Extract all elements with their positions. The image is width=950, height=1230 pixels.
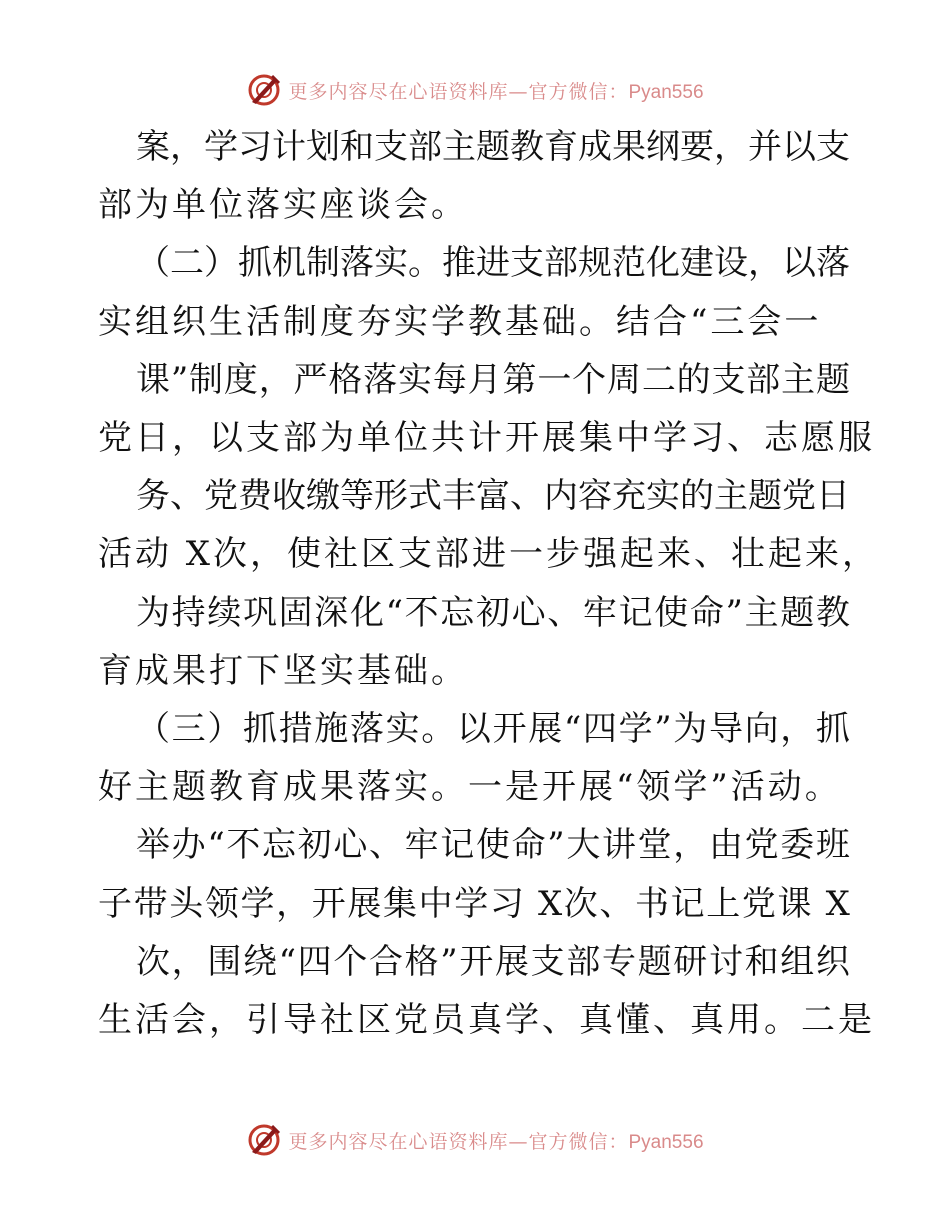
- text-line: 案 ， 学 习 计 划 和 支 部 主 题 教 育 成 果 纲 要 ， 并 以 支: [136, 127, 850, 167]
- text-line: 课 ” 制 度 ， 严 格 落 实 每 月 第 一 个 周 二 的 支 部 主 题: [136, 359, 850, 400]
- text-line: （ 二 ） 抓 机 制 落 实 。 推 进 支 部 规 范 化 建 设 ， 以 落: [136, 243, 850, 284]
- text-line: 育成果打下坚实基础。: [98, 650, 468, 691]
- quill-logo-icon: [246, 1122, 282, 1158]
- text-line: 举 办 “ 不 忘 初 心 、 牢 记 使 命 ” 大 讲 堂 ， 由 党 委 班: [136, 825, 850, 866]
- text-line: 活动 X次，使社区支部进一步强起来、壮起来，: [98, 534, 880, 575]
- text-line: 子 带 头 领 学 ， 开 展 集 中 学 习 X 次 、 书 记 上 党 课 X: [98, 883, 850, 924]
- text-line: 生活会，引导社区党员真学、真懂、真用。二是: [98, 1000, 875, 1040]
- text-line: 次 ， 围 绕 “ 四 个 合 格 ” 开 展 支 部 专 题 研 讨 和 组 织: [136, 941, 850, 982]
- text-line: 部为单位落实座谈会。: [98, 185, 468, 226]
- watermark-header: [0, 70, 950, 110]
- text-line: 务 、 党 费 收 缴 等 形 式 丰 富 、 内 容 充 实 的 主 题 党 日: [136, 476, 850, 517]
- watermark-footer: [0, 1120, 950, 1160]
- text-line: 好主题教育成果落实。一是开展“领学”活动。: [98, 767, 842, 808]
- quill-logo-icon: [246, 72, 282, 108]
- text-line: （ 三 ） 抓 措 施 落 实 。 以 开 展 “ 四 学 ” 为 导 向 ， 抓: [136, 709, 850, 749]
- text-line: 为 持 续 巩 固 深 化 “ 不 忘 初 心 、 牢 记 使 命 ” 主 题 教: [136, 592, 850, 633]
- text-line: 实组织生活制度夯实学教基础。结合“三会一: [98, 301, 822, 342]
- watermark-text: 更多内容尽在心语资料库—官方微信：Pyan556: [288, 80, 704, 103]
- watermark-text: 更多内容尽在心语资料库—官方微信：Pyan556: [288, 1130, 704, 1153]
- text-line: 党日，以支部为单位共计开展集中学习、志愿服: [98, 418, 875, 458]
